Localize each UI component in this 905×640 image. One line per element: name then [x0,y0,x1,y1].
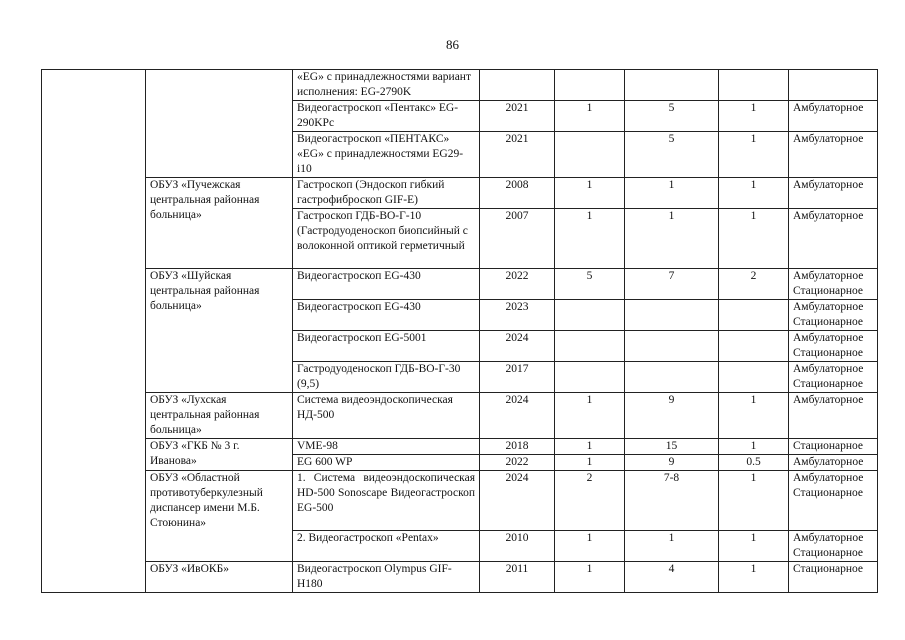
year-cell: 2018 [480,439,555,455]
type-cell: Амбулаторное [789,455,878,471]
qty-cell: 9 [625,455,719,471]
qty-cell: 1 [555,101,625,132]
year-cell: 2021 [480,101,555,132]
qty-cell: 1 [625,531,719,562]
type-cell: Амбулаторное Стационарное [789,531,878,562]
org-cell [146,70,293,178]
qty-cell: 1 [719,132,789,178]
qty-cell: 9 [625,393,719,439]
type-cell: Амбулаторное [789,132,878,178]
year-cell: 2022 [480,269,555,300]
year-cell: 2024 [480,393,555,439]
qty-cell [555,132,625,178]
org-cell: ОБУЗ «Областной противотуберкулезный диспансер имени М.Б. Стоюнина» [146,471,293,562]
table-row [42,562,878,593]
qty-cell: 1 [719,531,789,562]
type-cell: Амбулаторное [789,178,878,209]
qty-cell [555,362,625,393]
table-row [42,471,878,531]
year-cell: 2022 [480,455,555,471]
type-cell: Амбулаторное Стационарное [789,471,878,531]
qty-cell: 1 [555,455,625,471]
qty-cell [719,362,789,393]
type-cell: Стационарное [789,439,878,455]
type-cell: Амбулаторное [789,209,878,269]
qty-cell: 1 [719,562,789,593]
type-cell: Амбулаторное Стационарное [789,362,878,393]
equipment-table [41,69,878,593]
device-cell: Видеогастроскоп Olympus GIF-H180 [293,562,480,593]
qty-cell: 1 [555,562,625,593]
year-cell: 2021 [480,132,555,178]
year-cell: 2023 [480,300,555,331]
qty-cell [719,300,789,331]
qty-cell: 1 [555,178,625,209]
device-cell: VME-98 [293,439,480,455]
device-cell: 2. Видеогастроскоп «Pentax» [293,531,480,562]
year-cell [480,70,555,101]
qty-cell: 4 [625,562,719,593]
year-cell: 2010 [480,531,555,562]
org-cell: ОБУЗ «Лухская центральная районная больница» [146,393,293,439]
qty-cell: 2 [719,269,789,300]
qty-cell [555,70,625,101]
qty-cell: 0.5 [719,455,789,471]
type-cell [789,70,878,101]
year-cell: 2024 [480,471,555,531]
device-cell: Видеогастроскоп EG-5001 [293,331,480,362]
qty-cell: 1 [719,209,789,269]
qty-cell: 1 [555,209,625,269]
qty-cell: 7 [625,269,719,300]
type-cell: Амбулаторное Стационарное [789,331,878,362]
qty-cell [719,70,789,101]
qty-cell: 1 [625,178,719,209]
number-cell [42,70,146,593]
type-cell: Амбулаторное [789,101,878,132]
year-cell: 2017 [480,362,555,393]
year-cell: 2007 [480,209,555,269]
device-cell: «EG» с принадлежностями вариант исполнения: EG-2790K [293,70,480,101]
qty-cell: 5 [625,101,719,132]
org-cell: ОБУЗ «ИвОКБ» [146,562,293,593]
device-cell: Видеогастроскоп EG-430 [293,269,480,300]
org-cell: ОБУЗ «Пучежская центральная районная больница» [146,178,293,269]
qty-cell [555,331,625,362]
qty-cell: 1 [719,439,789,455]
table-row [42,70,878,101]
qty-cell: 2 [555,471,625,531]
qty-cell: 1 [555,531,625,562]
org-cell: ОБУЗ «ГКБ № 3 г. Иванова» [146,439,293,471]
qty-cell: 1 [719,101,789,132]
device-cell: Система видеоэндоскопическая НД-500 [293,393,480,439]
qty-cell: 1 [625,209,719,269]
qty-cell [719,331,789,362]
qty-cell [625,70,719,101]
qty-cell: 5 [555,269,625,300]
device-cell: Гастродуоденоскоп ГДБ-ВО-Г-30 (9,5) [293,362,480,393]
year-cell: 2024 [480,331,555,362]
device-cell: Видеогастроскоп «ПЕНТАКС» «EG» с принадлежностями EG29-i10 [293,132,480,178]
type-cell: Амбулаторное Стационарное [789,269,878,300]
type-cell: Стационарное [789,562,878,593]
year-cell: 2011 [480,562,555,593]
qty-cell [625,331,719,362]
device-cell: Гастроскоп ГДБ-ВО-Г-10 (Гастродуоденоскоп биопсийный с волоконной оптикой герметичный [293,209,480,269]
qty-cell: 1 [555,393,625,439]
device-cell: Видеогастроскоп EG-430 [293,300,480,331]
table-row [42,269,878,300]
qty-cell: 7-8 [625,471,719,531]
qty-cell: 1 [555,439,625,455]
device-cell: Видеогастроскоп «Пентакс» EG-290KPc [293,101,480,132]
device-cell: Гастроскоп (Эндоскоп гибкий гастрофиброскоп GIF-E) [293,178,480,209]
table-row [42,439,878,455]
type-cell: Амбулаторное Стационарное [789,300,878,331]
qty-cell: 1 [719,393,789,439]
qty-cell: 1 [719,178,789,209]
device-cell: EG 600 WP [293,455,480,471]
type-cell: Амбулаторное [789,393,878,439]
year-cell: 2008 [480,178,555,209]
org-cell: ОБУЗ «Шуйская центральная районная больница» [146,269,293,393]
qty-cell: 15 [625,439,719,455]
device-cell: 1. Система видеоэндоскопическая HD-500 Sonoscape Видеогастроскоп EG-500 [293,471,480,531]
qty-cell [625,362,719,393]
table-row [42,178,878,209]
page-number: 86 [446,37,459,52]
qty-cell: 5 [625,132,719,178]
qty-cell [625,300,719,331]
qty-cell [555,300,625,331]
qty-cell: 1 [719,471,789,531]
table-row [42,393,878,439]
